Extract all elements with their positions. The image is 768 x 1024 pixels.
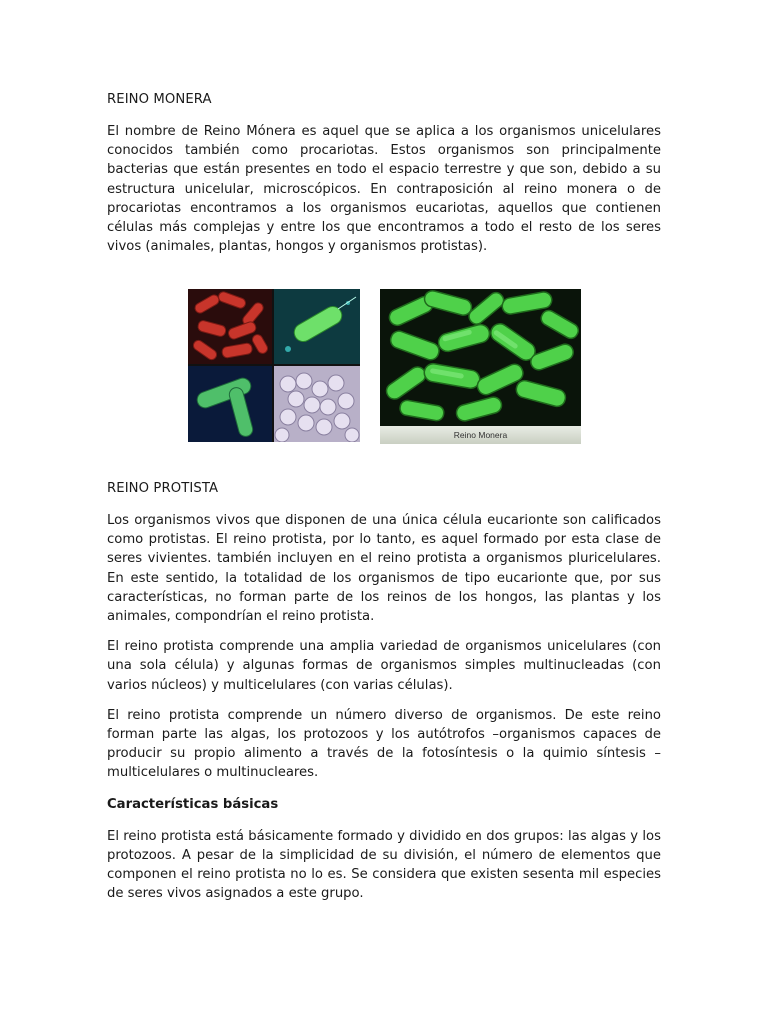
protista-paragraph-2: El reino protista comprende una amplia variedad de organismos unicelulares (con una sola célula) y algunas formas de organismos simples multinucleadas (con varios núcleos) y multicelulares (con varias células). [107, 639, 661, 693]
monera-paragraph: El nombre de Reino Mónera es aquel que se aplica a los organismos unicelulares conocidos también como procariotas. Estos organismos son principalmente bacterias que están presentes en todo el espacio terrestre y que son, debido a su estructura unicelular, microscópicos. En contraposición al reino monera o de procariotas encontramos a los organismos eucariotas, aquellos que contienen células más complejas y entre los que encontramos a todo el resto de los seres vivos (animales, plantas, hongos y organismos protistas). [107, 124, 661, 255]
protista-section [107, 480, 661, 903]
protista-paragraph-1: Los organismos vivos que disponen de una única célula eucarionte son calificados como protistas. El reino protista, por lo tanto, es aquel formado por esta clase de seres vivientes. también incluyen en el reino protista a organismos pluricelulares. En este sentido, la totalidad de los organismos de tipo eucarionte que, por sus características, no forman parte de los reinos de los hongos, las plantas y los animales, compondrían el reino protista. [107, 513, 661, 625]
protista-heading: REINO PROTISTA [107, 481, 219, 496]
reino-monera-image [380, 289, 581, 444]
bacteria-collage-image [188, 289, 360, 442]
caracteristicas-subheading: Características básicas [107, 796, 279, 812]
image-caption-bar [380, 426, 581, 444]
protista-paragraph-3: El reino protista comprende un número diverso de organismos. De este reino forman parte las algas, los protozoos y los autótrofos –organismos capaces de producir su propio alimento a través de la fotosíntesis o la quimio síntesis –multicelulares o multinucleares. [107, 707, 661, 781]
monera-heading: REINO MONERA [107, 92, 212, 107]
image-caption: Reino Monera [453, 430, 508, 440]
monera-section [107, 91, 661, 256]
caracteristicas-paragraph: El reino protista está básicamente formado y dividido en dos grupos: las algas y los protozoos. A pesar de la simplicidad de su división, el número de elementos que componen el reino protista no lo es. Se considera que existen sesenta mil especies de seres vivos asignados a este grupo. [107, 828, 661, 902]
